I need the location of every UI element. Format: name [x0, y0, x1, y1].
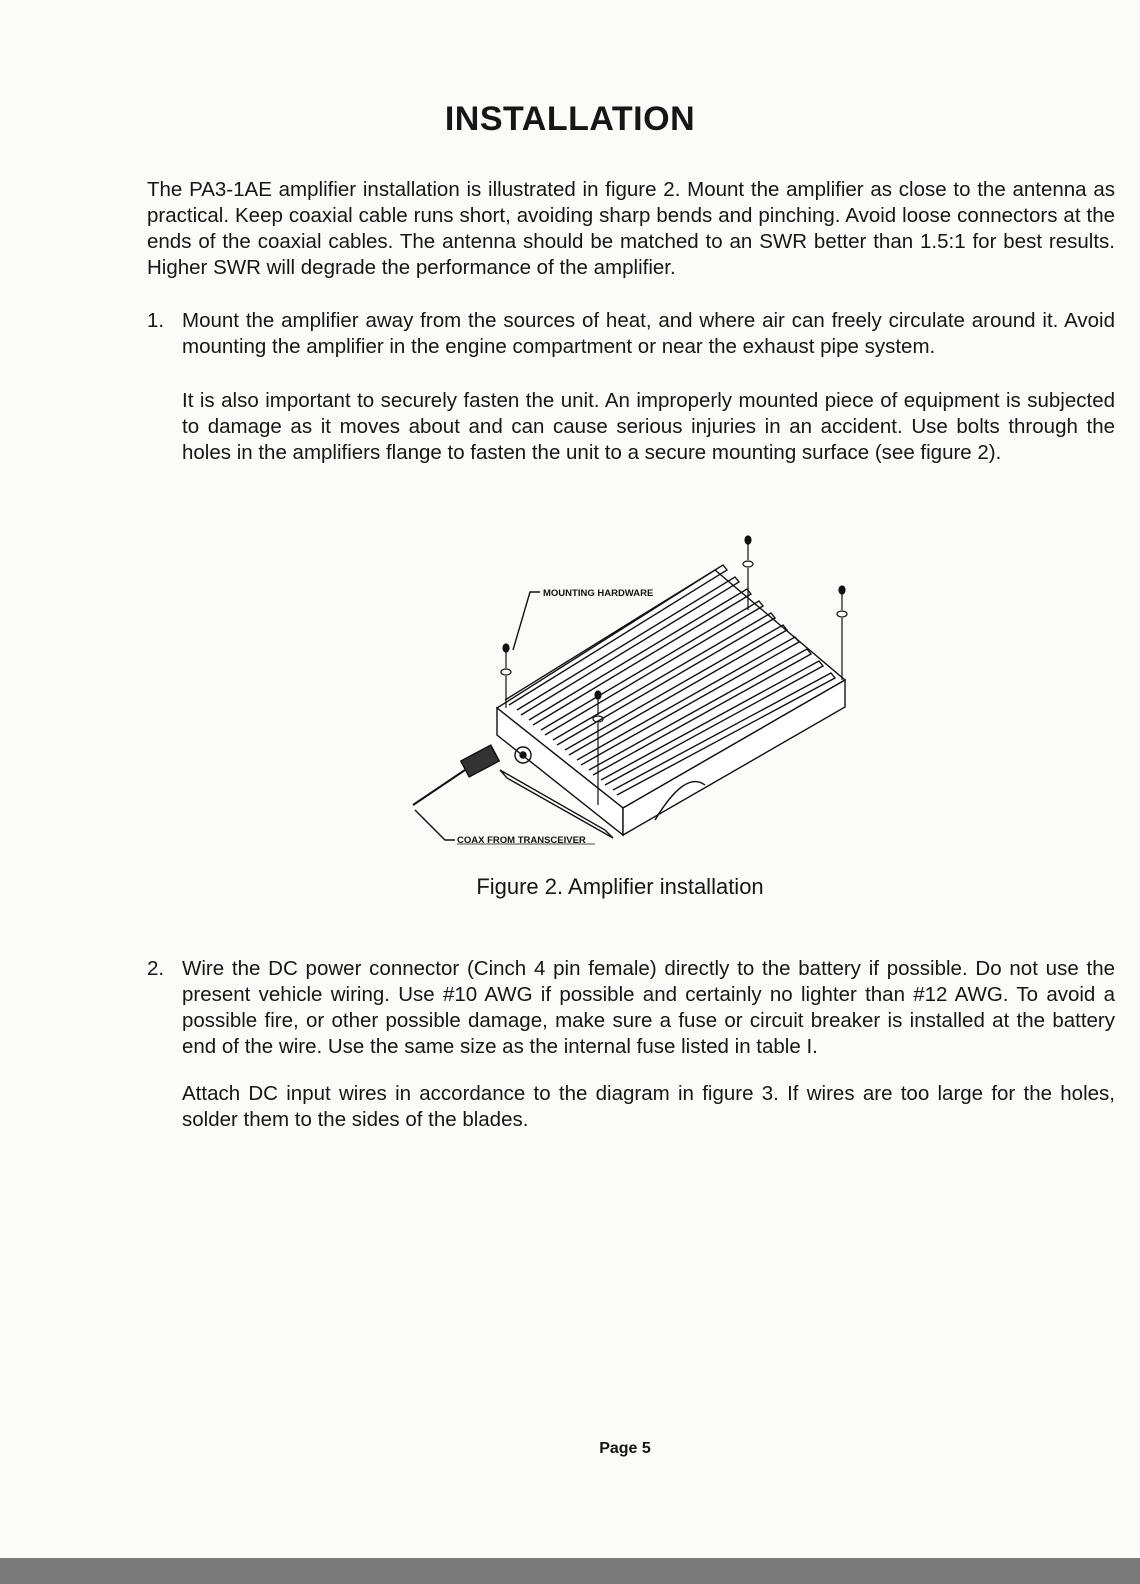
step-2-paragraph-1: Wire the DC power connector (Cinch 4 pin female) directly to the battery if possible. Do not use the present vehicle wiring. Use #10 AWG if possible and certainly no lighter than #12 AWG. To avoid a possible fire, or other possible damage, make sure a fuse or circuit breaker is installed at the battery end of the wire. Use the same size as the internal fuse listed in table I. — [182, 957, 1115, 1058]
coax-label: COAX FROM TRANSCEIVER — [457, 835, 586, 846]
page-title: INSTALLATION — [444, 100, 696, 138]
page-number: Page 5 — [599, 1440, 651, 1457]
intro-paragraph: The PA3-1AE amplifier installation is illustrated in figure 2. Mount the amplifier as close to the antenna as practical. Keep coaxial cable runs short, avoiding sharp bends and pinching. Avoid loose connectors at the ends of the coaxial cables. The antenna should be matched to an SWR better than 1.5:1 for best results. Higher SWR will degrade the performance of the amplifier. — [147, 178, 1115, 279]
step-2-number: 2. — [147, 957, 165, 980]
scan-edge-bar — [0, 1558, 1140, 1584]
step-1-paragraph-2: It is also important to securely fasten the unit. An improperly mounted piece of equipment is subjected to damage as it moves about and can cause serious injuries in an accident. Use bolts through the holes in the amplifiers flange to fasten the unit to a secure mounting surface (see figure 2). — [182, 389, 1115, 464]
amplifier-installation-figure — [405, 530, 875, 865]
coax-connector — [413, 745, 531, 805]
step-1-number: 1. — [147, 309, 165, 332]
hardware-leader — [513, 592, 540, 650]
figure-caption: Figure 2. Amplifier installation — [476, 874, 764, 899]
mounting-hardware-label: MOUNTING HARDWARE — [543, 588, 654, 599]
coax-leader — [415, 810, 455, 840]
step-2-paragraph-2: Attach DC input wires in accordance to the diagram in figure 3. If wires are too large for the holes, solder them to the sides of the blades. — [182, 1082, 1115, 1131]
step-1-paragraph-1: Mount the amplifier away from the sources of heat, and where air can freely circulate around it. Avoid mounting the amplifier in the engine compartment or near the exhaust pipe system. — [182, 309, 1115, 358]
